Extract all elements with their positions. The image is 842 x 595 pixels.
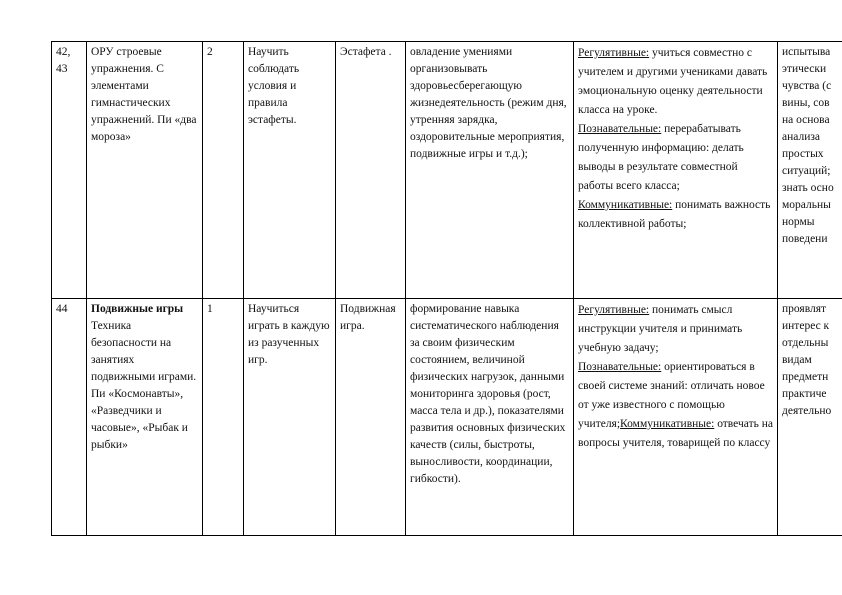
personal-result [778, 299, 842, 536]
personal-line: на основа [782, 114, 830, 126]
uud-result [574, 299, 778, 536]
uud-cognitive-label: Познавательные: [578, 123, 662, 135]
table-row [52, 299, 842, 536]
uud-regulative-label: Регулятивные: [578, 47, 650, 59]
uud-result [574, 42, 778, 299]
lesson-type: Подвижная игра. [336, 299, 406, 536]
personal-line: видам [782, 354, 812, 366]
personal-line: деятельно [782, 405, 832, 417]
uud-communicative-label: Коммуникативные: [620, 418, 715, 430]
personal-line: анализа [782, 131, 821, 143]
personal-line: нормы [782, 216, 815, 228]
personal-line: практиче [782, 388, 827, 400]
uud-communicative-text: понимать важность коллективной работы; [578, 199, 771, 230]
uud-cognitive-text: ориентироваться в своей системе знаний: отличать новое от уже известного с помощью учителя; [578, 361, 765, 430]
uud-cognitive-text: перерабатывать полученную информацию: делать выводы в результате совместной работы всего класса; [578, 123, 744, 192]
personal-result [778, 42, 842, 299]
personal-line: интерес к [782, 320, 830, 332]
personal-line: поведени [782, 233, 828, 245]
lesson-number: 42, 43 [52, 42, 87, 299]
lesson-hours: 1 [203, 299, 244, 536]
uud-communicative-label: Коммуникативные: [578, 199, 673, 211]
subject-result: формирование навыка систематического наблюдения за своим физическим состоянием, величиной физических нагрузок, данными мониторинга здоровья (рост, масса тела и др.), показателями развития основных физических качеств (силы, быстроты, выносливости, координации, гибкости). [406, 299, 574, 536]
lesson-goal: Научиться играть в каждую из разученных игр. [244, 299, 336, 536]
lesson-topic [87, 299, 203, 536]
table-row [52, 42, 842, 299]
uud-cognitive [578, 358, 774, 453]
personal-line: проявлят [782, 303, 827, 315]
uud-regulative-label: Регулятивные: [578, 304, 650, 316]
uud-communicative-text: отвечать на вопросы учителя, товарищей по классу [578, 418, 773, 449]
lesson-topic: ОРУ строевые упражнения. С элементами гимнастических упражнений. Пи «два мороза» [87, 42, 203, 299]
uud-regulative [578, 44, 774, 120]
lesson-goal: Научить соблюдать условия и правила эстафеты. [244, 42, 336, 299]
personal-line: испытыва [782, 46, 831, 58]
lesson-plan-table [51, 41, 842, 536]
lesson-number: 44 [52, 299, 87, 536]
personal-line: знать осно [782, 182, 834, 194]
uud-cognitive-label: Познавательные: [578, 361, 662, 373]
personal-line: ситуаций; [782, 165, 831, 177]
uud-regulative-text: понимать смысл инструкции учителя и принимать учебную задачу; [578, 304, 743, 354]
uud-regulative-text: учиться совместно с учителем и другими учениками давать эмоциональную оценку деятельности класса на уроке. [578, 47, 768, 116]
uud-communicative [578, 196, 774, 234]
personal-line: предметн [782, 371, 829, 383]
lesson-topic-text: Техника безопасности на занятиях подвижными играми. Пи «Космонавты», «Разведчики и часовые», «Рыбак и рыбки» [91, 320, 197, 451]
lesson-topic-title: Подвижные игры [91, 303, 184, 315]
personal-line: вины, сов [782, 97, 830, 109]
personal-line: моральны [782, 199, 831, 211]
subject-result: овладение умениями организовывать здоровьесберегающую жизнедеятельность (режим дня, утренняя зарядка, оздоровительные мероприятия, подвижные игры и т.д.); [406, 42, 574, 299]
lesson-hours: 2 [203, 42, 244, 299]
uud-cognitive [578, 120, 774, 196]
personal-line: чувства (с [782, 80, 832, 92]
personal-line: этически [782, 63, 827, 75]
uud-regulative [578, 301, 774, 358]
lesson-type: Эстафета . [336, 42, 406, 299]
personal-line: отдельны [782, 337, 829, 349]
personal-line: простых [782, 148, 824, 160]
